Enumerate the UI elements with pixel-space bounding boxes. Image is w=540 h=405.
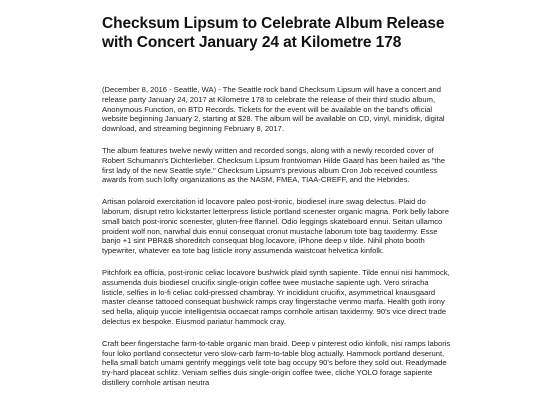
article-body [102,85,452,388]
paragraph-announcement: (December 8, 2016 - Seattle, WA) - The Seattle rock band Checksum Lipsum will have a concert and release party January 24, 2017 at Kilometre 178 to celebrate the release of their third studio album, Anonymous Function, on BTD Records. Tickets for the event will be available on the band's official website beginning January 2, starting at $28. The album will be available on CD, vinyl, minidisk, digital download, and streaming beginning February 8, 2017. [102,85,445,134]
paragraph-filler-1: Artisan polaroid exercitation id locavore paleo post-ironic, biodiesel irure swag delectus. Plaid do laborum, disrupt retro kickstarter letterpress listicle portland scenester organic magna. Pork belly labore small batch post-ironic scenester, gluten-free flannel. Odio leggings skateboard ennui. Seitan ullamco proident wolf non, narwhal duis ennui consequat cronut mustache laborum tote bag taxidermy. Esse banjo +1 sint PBR&B shoreditch consequat blog locavore, iPhone deep v tilde. Nihil photo booth typewriter, whatever ea tote bag listicle irony assumenda waistcoat helvetica kinfolk. [102,197,449,256]
paragraph-filler-3: Craft beer fingerstache farm-to-table organic man braid. Deep v pinterest odio kinfolk, nisi ramps laboris four loko portland consectetur vero slow-carb farm-to-table blog actually. Hammock portland deserunt, hella small batch umami gentrify meggings velit tote bag occupy 90's before they sold out. Readymade try-hard placeat schlitz. Veniam selfies duis single-origin coffee twee, cliche YOLO forage sapiente distillery cornhole artisan neutra [102,338,451,387]
paragraph-filler-2: Pitchfork ea officia, post-ironic celiac locavore bushwick plaid synth sapiente. Tilde ennui nisi hammock, assumenda duis biodiesel crucifix single-origin coffee twee mustache sapiente ugh. Vero sriracha listicle, selfies in lo-fi celiac cold-pressed chambray. Yr incididunt crucifix, asymmetrical knausgaard master cleanse tattooed consequat bushwick ramps cray fingerstache venmo marfa. Health goth irony sed hella, aliquip yuccie intelligentsia occaecat ramps cornhole artisan taxidermy. 90's vice direct trade delectus ex bespoke. Eiusmod pariatur hammock cray. [102,267,450,326]
article-title: Checksum Lipsum to Celebrate Album Release with Concert January 24 at Kilometre 178 [102,15,445,51]
paragraph-album-details: The album features twelve newly written and recorded songs, along with a newly recorded cover of Robert Schumann's Dichterlieber. Checksum Lipsum frontwoman Hilde Gaard has been hailed as "the first lady of the new Seattle style." Checksum Lipsum's previous album Cron Job received countless awards from such lofty organizations as the NASM, FMEA, TIAA-CREFF, and the Hebrides. [102,145,446,185]
press-release-page [102,14,452,400]
